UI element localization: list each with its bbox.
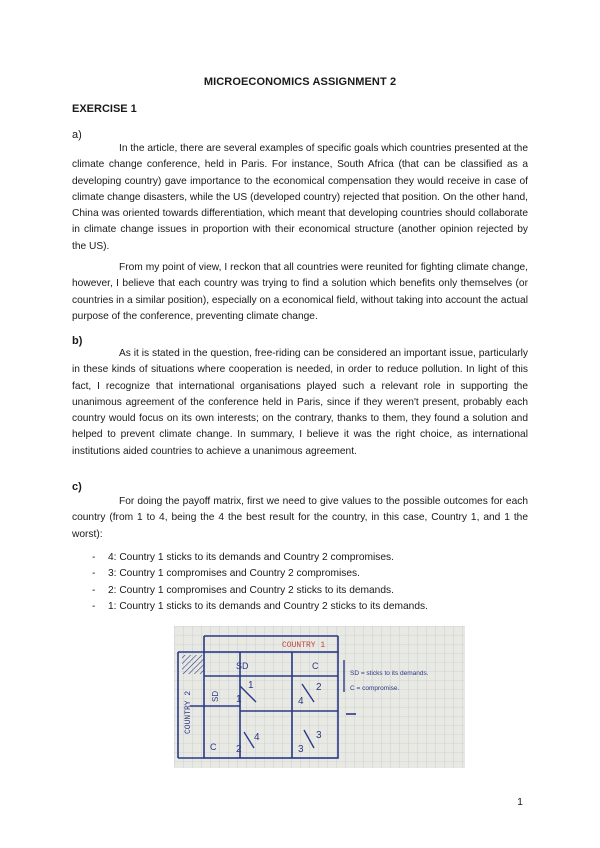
col-c-label: C [312, 661, 319, 671]
row-sd-label: SD [211, 690, 220, 702]
page-number: 1 [517, 796, 523, 808]
legend-c: C = compromise. [350, 685, 400, 692]
cell-sd-c-country2: 4 [298, 696, 304, 707]
hatched-corner [182, 655, 204, 674]
outcome-item-2: - 2: Country 1 compromises and Country 2 sticks to its demands. [72, 583, 528, 599]
section-c-paragraph-1: For doing the payoff matrix, first we need to give values to the possible outcomes for each country (from 1 to 4, being the 4 the best result for the country, in this case, Country 1, and 1 the worst): [72, 496, 528, 540]
section-b-label: b) [72, 335, 83, 347]
section-a-paragraph-2: From my point of view, I reckon that all countries were reunited for fighting climate change, however, I believe that each country was trying to find a solution which benefits only themselves (or countries in a similar position), especially on a economical field, without taking into account the actual purpose of the conference, preventing climate change. [72, 262, 528, 322]
col-sd-label: SD [236, 661, 249, 671]
cell-sd-sd-country2: 1 [236, 694, 242, 705]
country1-label: COUNTRY 1 [282, 641, 326, 650]
outcome-item-4: - 4: Country 1 sticks to its demands and Country 2 compromises. [72, 550, 528, 566]
section-a-paragraph-1: In the article, there are several examples of specific goals which countries presented at the climate change conference, held in Paris. For instance, South Africa (that can be classified as a developing country) gave importance to the economical compensation they would receive in case of climate change disasters, while the US (developed country) rejected that position. On the other hand, China was oriented towards differentiation, which meant that developing countries should collaborate in climate change issues in proportion with their economical structure (another opinion rejected by the US). [72, 143, 528, 252]
section-c-label: c) [72, 481, 82, 493]
cell-c-c-country2: 3 [298, 744, 304, 755]
outcome-list [72, 550, 528, 615]
row-c-label: C [210, 742, 217, 752]
outcome-item-1: - 1: Country 1 sticks to its demands and Country 2 sticks to its demands. [72, 599, 528, 615]
document-title: MICROECONOMICS ASSIGNMENT 2 [203, 76, 397, 88]
payoff-matrix-figure [174, 626, 465, 768]
country2-label: COUNTRY 2 [184, 690, 193, 734]
section-a-label: a) [72, 129, 82, 141]
cell-c-sd-country2: 2 [236, 744, 242, 755]
cell-sd-sd-country1: 1 [248, 680, 254, 691]
cell-sd-c-country1: 2 [316, 682, 322, 693]
cell-c-c-country1: 3 [316, 730, 322, 741]
outcome-item-3: - 3: Country 1 compromises and Country 2 compromises. [72, 566, 528, 582]
legend-sd: SD = sticks to its demands. [350, 670, 429, 677]
cell-c-sd-country1: 4 [254, 732, 260, 743]
exercise-heading: EXERCISE 1 [72, 103, 137, 115]
section-b-paragraph-1: As it is stated in the question, free-riding can be considered an important issue, particularly in these kinds of situations where cooperation is needed, in order to reduce pollution. In light of this fact, I recognize that international organisations played such a relevant role in supporting the unanimous agreement of the conference held in Paris, since if they weren't present, probably each country would focus on its own interests; on the contrary, thanks to them, they found a solution and helped to prevent climate change. In summary, I believe it was the right choice, as international institutions aided countries to achieve a unanimous agreement. [72, 348, 528, 457]
